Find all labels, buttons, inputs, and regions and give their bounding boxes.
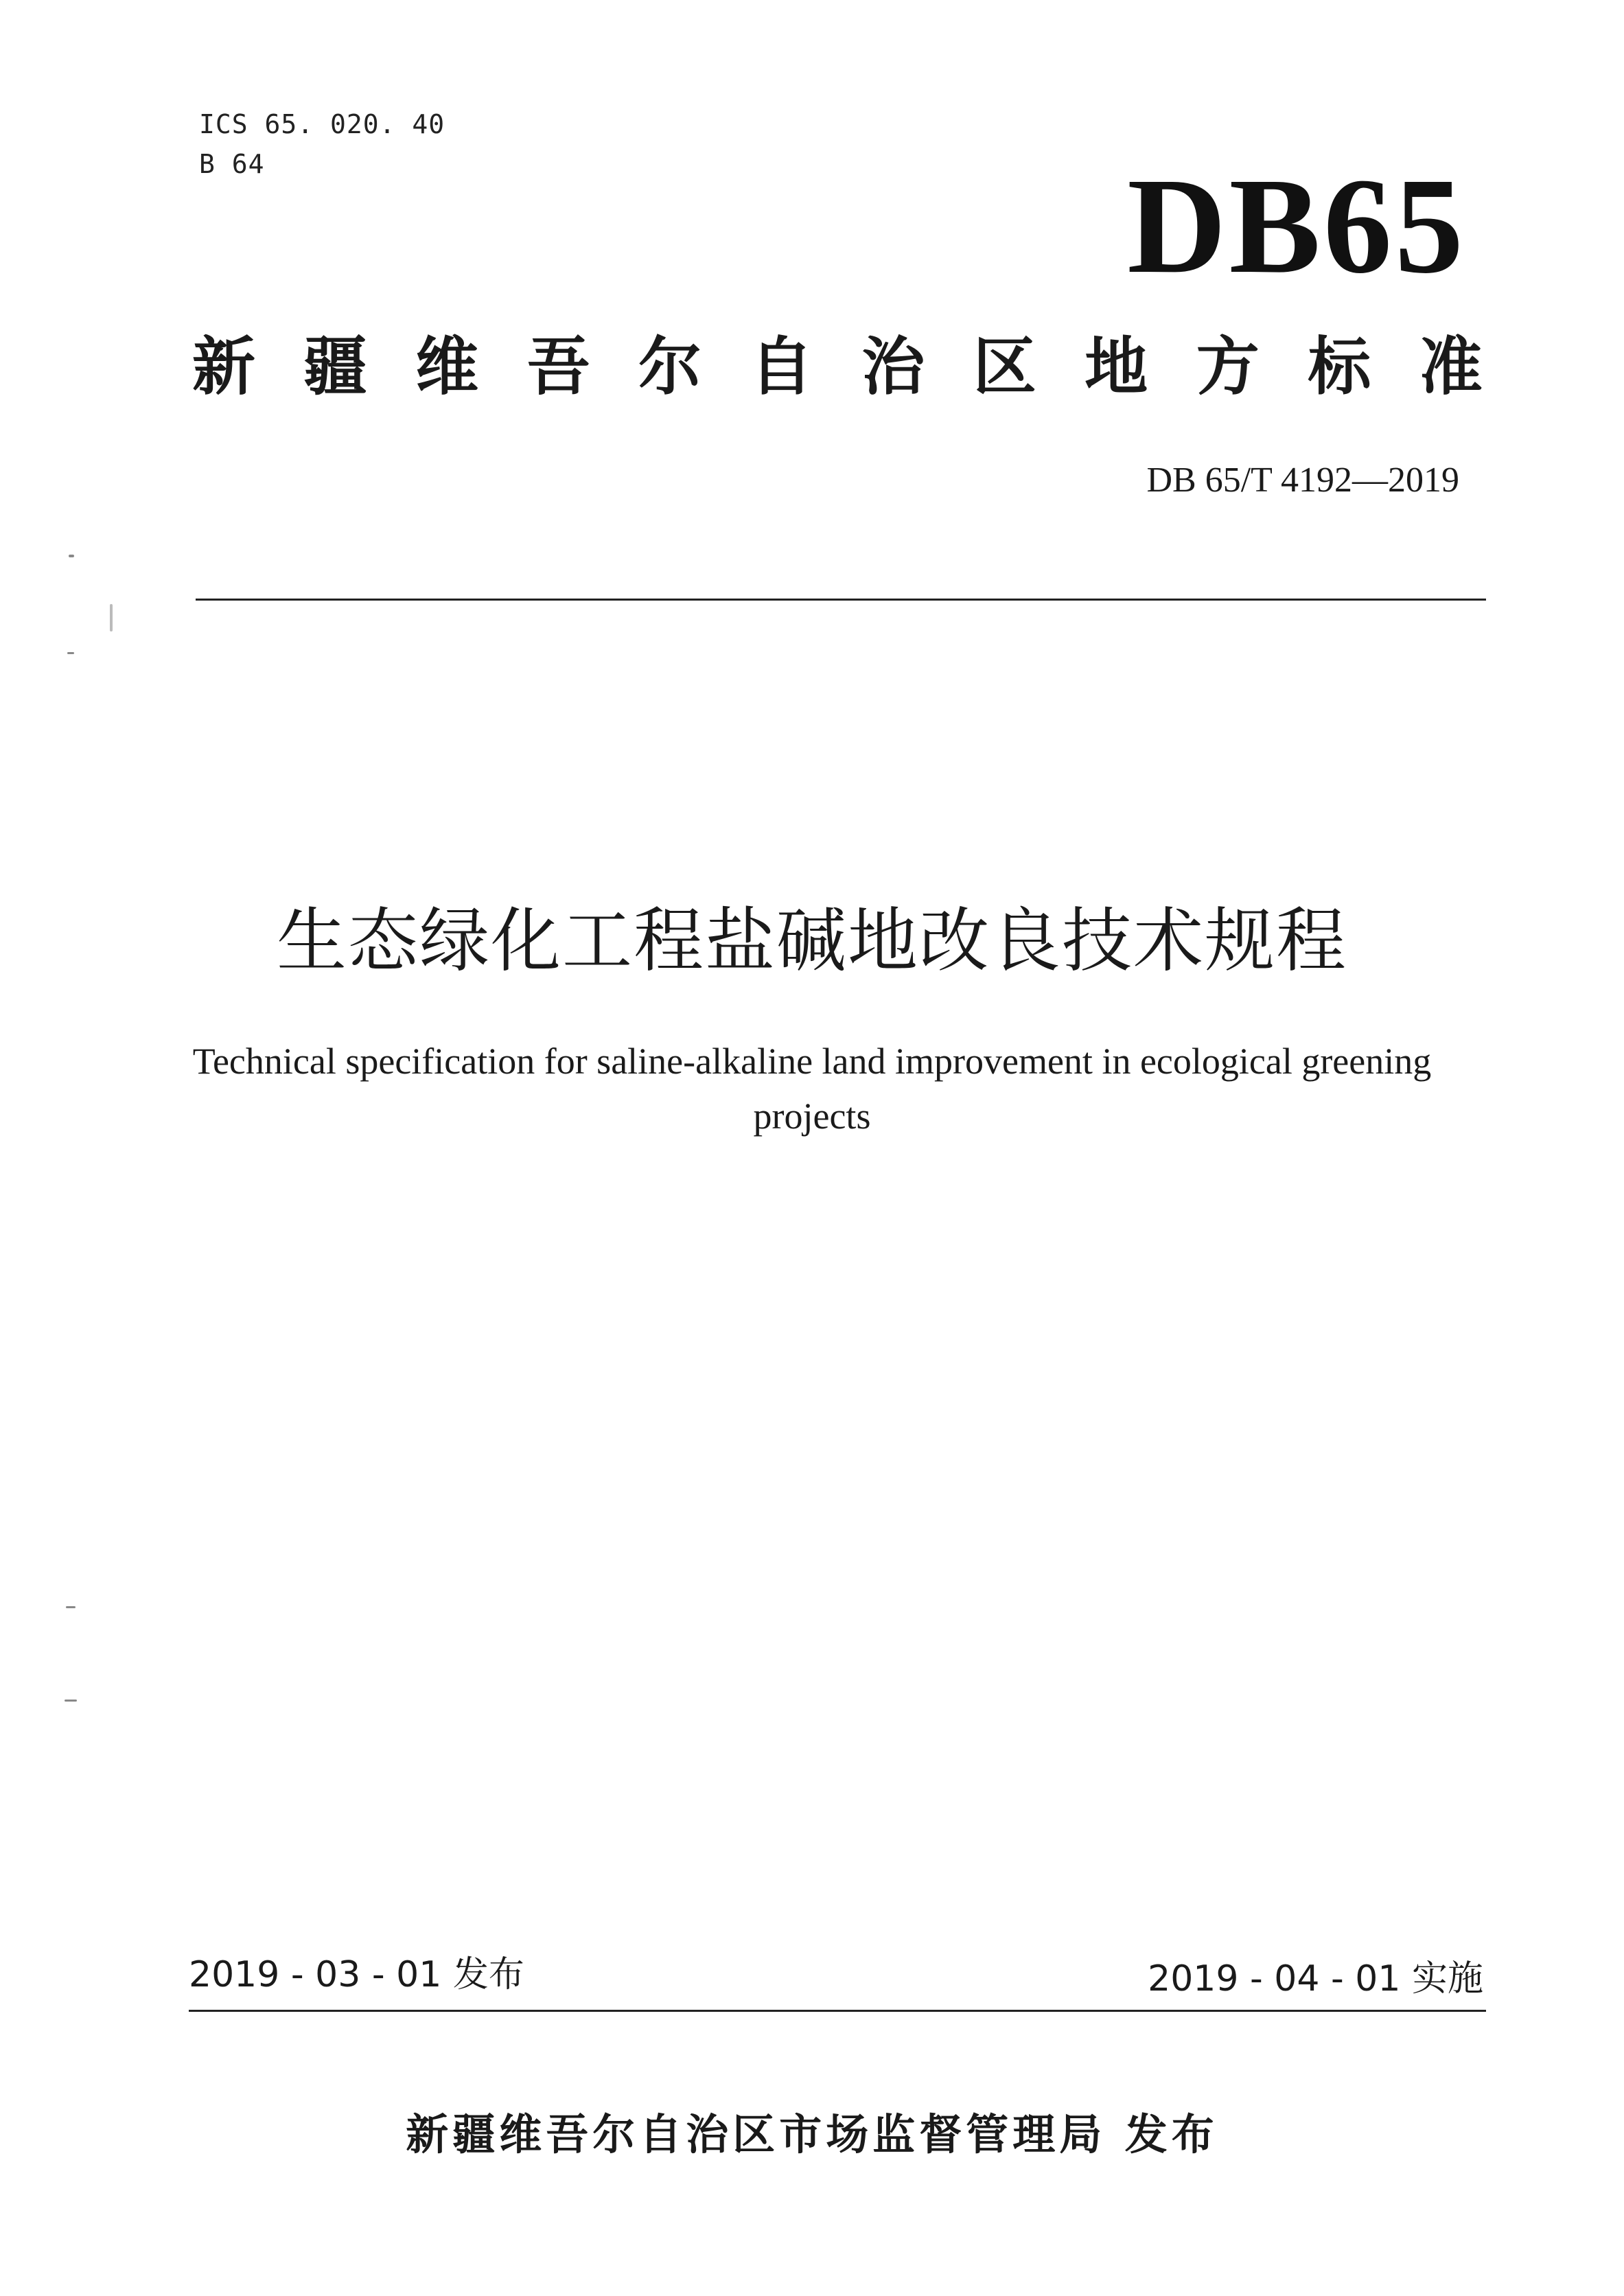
title-char: 自 [750,330,813,404]
scan-speck [66,1606,76,1608]
title-char: 尔 [638,330,702,404]
title-char: 地 [1084,330,1148,404]
standard-category-title [192,329,1483,405]
implementation-date: 2019 - 04 - 01 实施 [1148,1958,1483,1999]
title-char: 准 [1419,330,1483,404]
publisher: 新疆维吾尔自治区市场监督管理局 发布 [406,2109,1218,2159]
classification-codes [199,104,445,184]
bottom-divider [189,2010,1486,2012]
document-title-cn: 生态绿化工程盐碱地改良技术规程 [277,901,1347,982]
ccs-code: B 64 [199,149,265,179]
title-char: 治 [861,330,925,404]
title-char: 方 [1196,330,1260,404]
title-char: 吾 [526,330,590,404]
standard-number: DB 65/T 4192—2019 [1146,461,1459,500]
scan-speck [67,652,74,654]
top-divider [196,599,1486,601]
issue-date: 2019 - 03 - 01 发布 [189,1954,524,1995]
scan-speck [69,555,74,557]
title-char: 新 [192,330,256,404]
standard-code: DB65 [1127,150,1466,302]
title-char: 疆 [303,330,367,404]
title-char: 标 [1308,330,1371,404]
ics-code: ICS 65. 020. 40 [199,109,445,139]
title-char: 区 [973,330,1036,404]
document-title-en: Technical specification for saline-alkaline land improvement in ecological greening projects [192,1041,1432,1137]
title-char: 维 [415,330,479,404]
scan-speck [110,604,113,631]
scan-speck [65,1700,77,1702]
